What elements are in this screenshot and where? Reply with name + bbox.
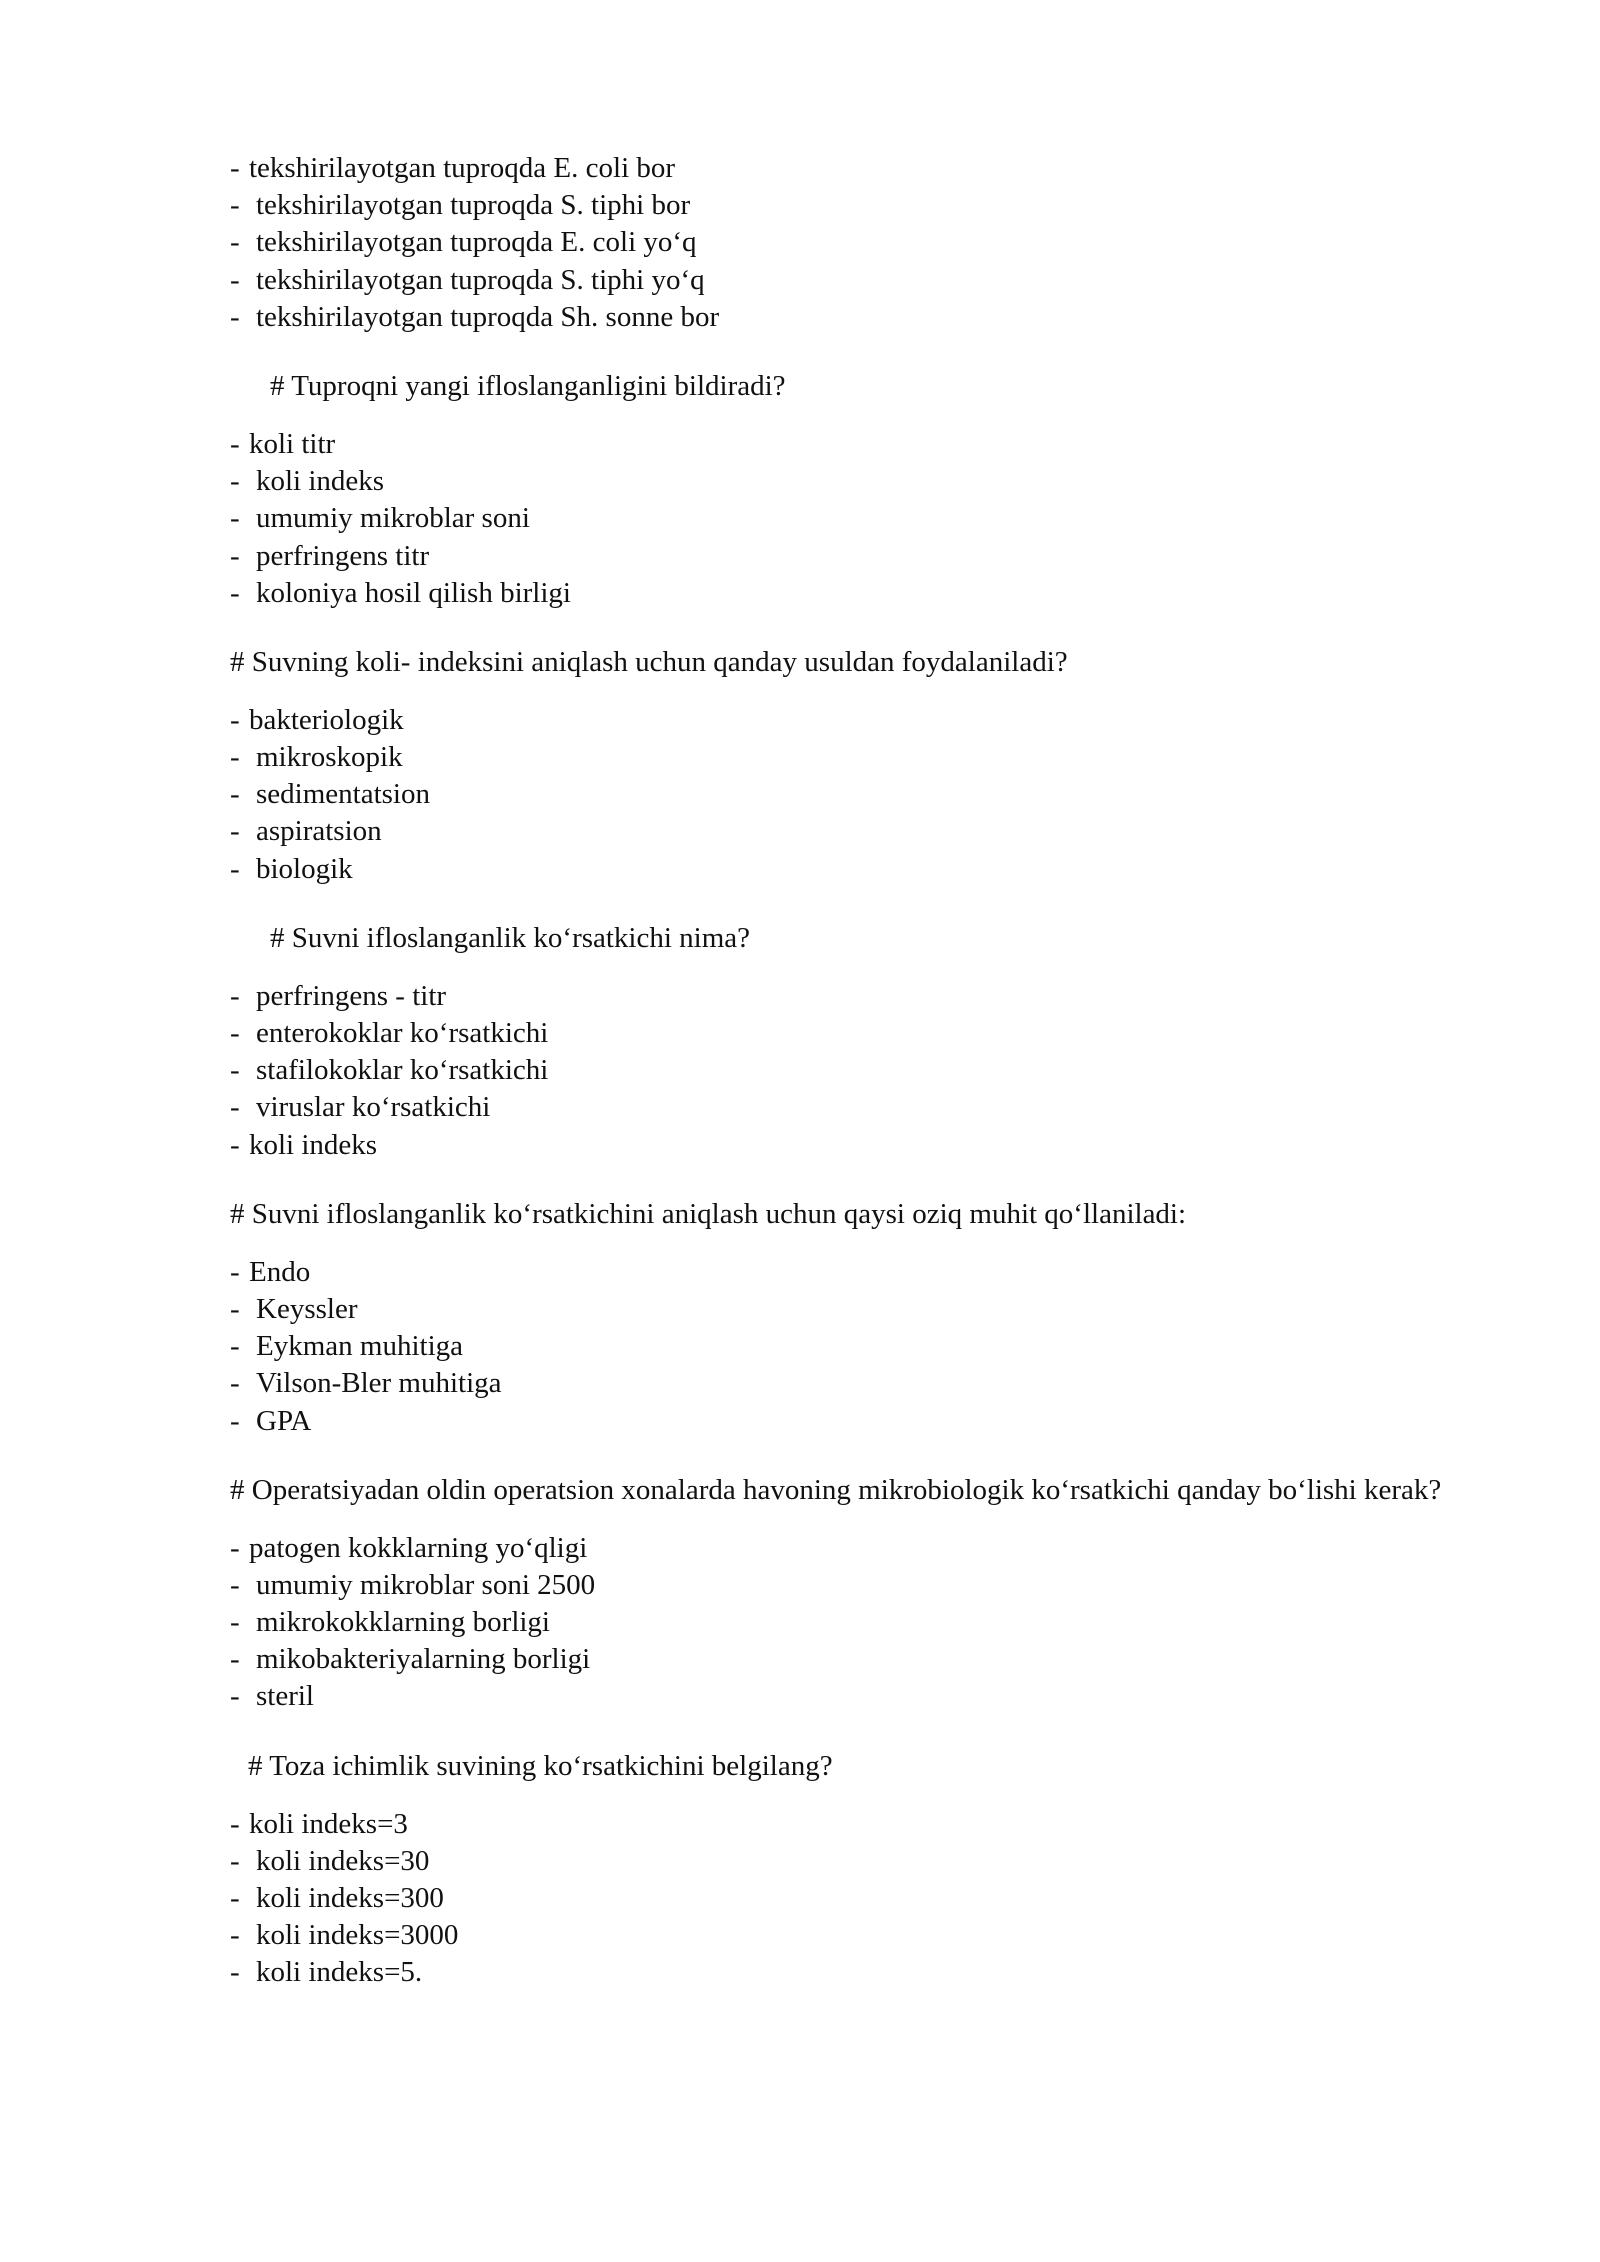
- answer-option: - viruslar ko‘rsatkichi: [230, 1091, 491, 1124]
- question-block-3: [230, 642, 1500, 888]
- answer-list: [230, 1530, 1500, 1716]
- answer-option: - sedimentatsion: [230, 778, 430, 811]
- answer-option: - aspiratsion: [230, 815, 382, 848]
- answer-option: - koli indeks: [230, 1128, 378, 1161]
- question-block-6: [230, 1470, 1500, 1716]
- answer-option: - tekshirilayotgan tuproqda E. coli yo‘q: [230, 226, 697, 259]
- question-block-1: [230, 150, 1500, 336]
- answer-option: - enterokoklar ko‘rsatkichi: [230, 1017, 549, 1049]
- answer-list: [230, 1254, 1500, 1440]
- answer-option: - koli indeks=5.: [230, 1956, 423, 1989]
- answer-option: - tekshirilayotgan tuproqda Sh. sonne bor: [230, 300, 720, 333]
- answer-option: - perfringens - titr: [230, 979, 447, 1012]
- question-block-7: [230, 1746, 1500, 1992]
- answer-list: [230, 978, 1500, 1164]
- answer-list: [230, 1806, 1500, 1992]
- question-block-2: [230, 366, 1500, 612]
- answer-option: - koli titr: [230, 427, 336, 460]
- answer-option: - Keyssler: [230, 1292, 358, 1325]
- question-heading: # Tuproqni yangi ifloslanganligini bildiradi?: [270, 369, 786, 402]
- answer-option: - tekshirilayotgan tuproqda S. tiphi bor: [230, 189, 691, 222]
- answer-option: - stafilokoklar ko‘rsatkichi: [230, 1054, 549, 1087]
- answer-option: - biologik: [230, 852, 353, 885]
- question-heading: # Suvni ifloslanganlik ko‘rsatkichi nima?: [270, 921, 751, 954]
- answer-option: - koli indeks=3: [230, 1807, 408, 1840]
- answer-option: - koli indeks: [230, 465, 385, 498]
- answer-option: - bakteriologik: [230, 703, 404, 736]
- answer-option: - GPA: [230, 1404, 312, 1437]
- answer-option: - mikrokokklarning borligi: [230, 1606, 550, 1639]
- answer-option: - mikroskopik: [230, 741, 403, 774]
- question-heading: # Suvning koli- indeksini aniqlash uchun qanday usuldan foydalaniladi?: [230, 645, 1068, 678]
- question-heading: # Suvni ifloslanganlik ko‘rsatkichini aniqlash uchun qaysi oziq muhit qo‘llaniladi:: [230, 1197, 1187, 1230]
- answer-option: - Endo: [230, 1255, 311, 1288]
- answer-option: - koli indeks=300: [230, 1882, 444, 1914]
- answer-option: - patogen kokklarning yo‘qligi: [230, 1531, 588, 1564]
- question-heading: # Operatsiyadan oldin operatsion xonalarda havoning mikrobiologik ko‘rsatkichi qanday bo‘lishi kerak?: [230, 1473, 1442, 1506]
- answer-option: - koli indeks=30: [230, 1844, 430, 1877]
- answer-option: - steril: [230, 1680, 314, 1713]
- answer-list: [230, 702, 1500, 888]
- question-block-5: [230, 1194, 1500, 1440]
- document-page: [230, 150, 1500, 1992]
- answer-list: [230, 426, 1500, 612]
- answer-option: - umumiy mikroblar soni: [230, 502, 530, 535]
- answer-option: - tekshirilayotgan tuproqda S. tiphi yo‘q: [230, 263, 705, 296]
- answer-list: [230, 150, 1500, 336]
- answer-option: - tekshirilayotgan tuproqda E. coli bor: [230, 152, 676, 184]
- answer-option: - mikobakteriyalarning borligi: [230, 1643, 591, 1676]
- answer-option: - umumiy mikroblar soni 2500: [230, 1568, 596, 1601]
- answer-option: - koli indeks=3000: [230, 1919, 459, 1952]
- answer-option: - perfringens titr: [230, 539, 430, 572]
- answer-option: - Vilson-Bler muhitiga: [230, 1367, 502, 1400]
- answer-option: - koloniya hosil qilish birligi: [230, 576, 571, 609]
- answer-option: - Eykman muhitiga: [230, 1330, 463, 1363]
- question-heading: # Toza ichimlik suvining ko‘rsatkichini belgilang?: [248, 1749, 833, 1782]
- question-block-4: [230, 918, 1500, 1164]
